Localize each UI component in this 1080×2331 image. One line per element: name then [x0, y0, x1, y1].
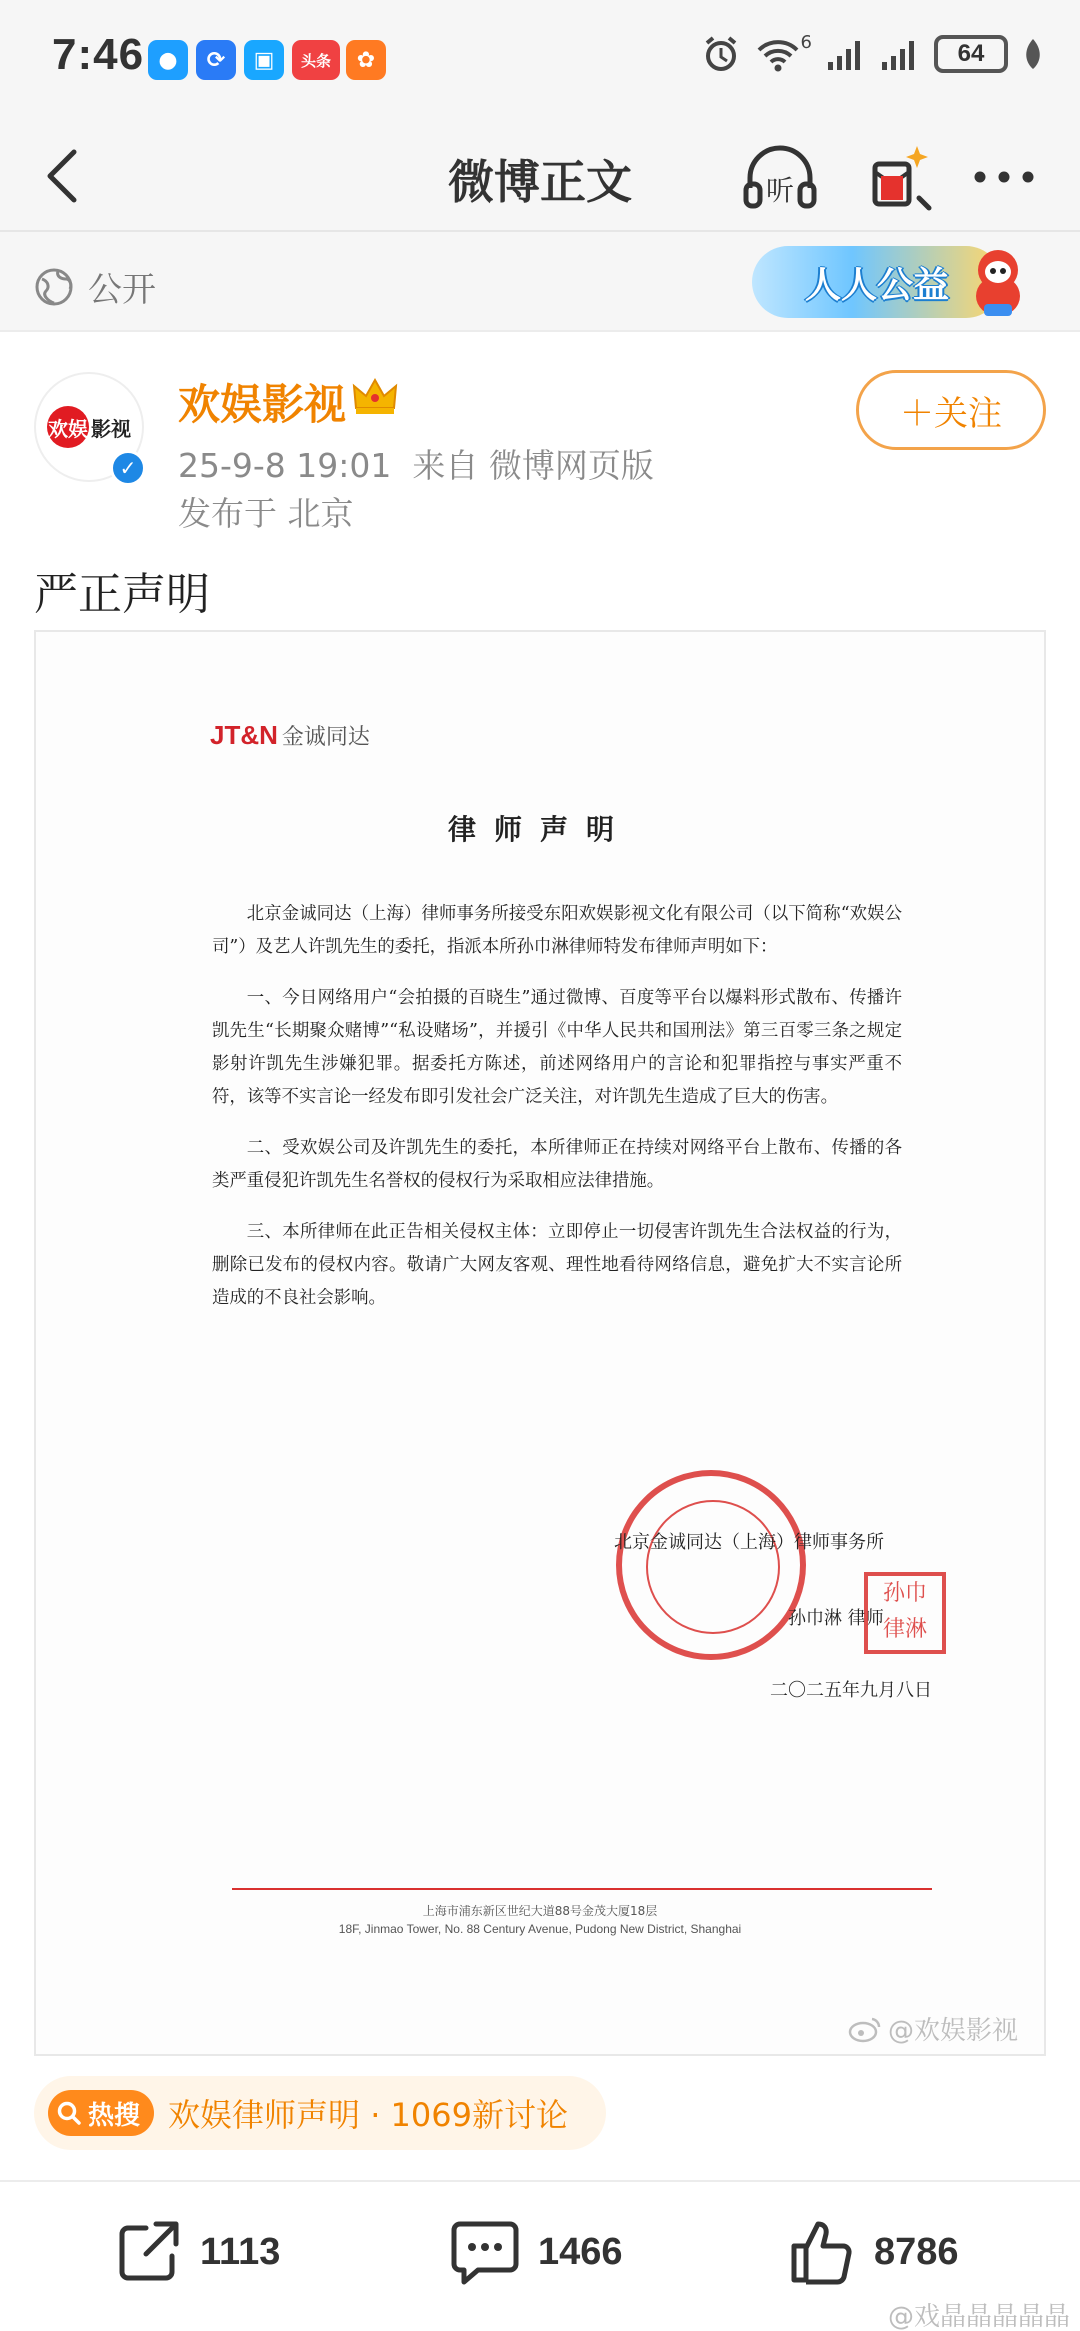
- signal-icon-2: [880, 36, 920, 72]
- globe-icon: [34, 267, 74, 307]
- status-right: [701, 31, 1044, 74]
- follow-button[interactable]: ＋关注: [856, 370, 1046, 450]
- post-text: 严正声明: [34, 569, 210, 620]
- document-title: 律师声明: [447, 813, 632, 846]
- hot-search-text: 欢娱律师声明 · 1069新讨论: [168, 2096, 568, 2134]
- avatar-logo-text: 影视: [91, 416, 131, 441]
- toutiao-app-icon: 头条: [292, 40, 340, 80]
- headphones-icon: [740, 144, 820, 210]
- share-button[interactable]: [112, 2216, 280, 2288]
- avatar-logo-red: 欢娱: [47, 406, 89, 448]
- signal-icon: [826, 36, 866, 72]
- weibo-logo-icon: [848, 2015, 882, 2043]
- post-image-document[interactable]: [34, 630, 1046, 2056]
- document-date: 二〇二五年九月八日: [770, 1680, 932, 1701]
- battery-indicator: 64: [934, 35, 1008, 73]
- like-count: 8786: [874, 2230, 959, 2273]
- network-type: 6: [800, 31, 812, 53]
- alarm-icon: [701, 34, 741, 74]
- document-footer-rule: [232, 1888, 932, 1890]
- comment-button[interactable]: [448, 2216, 623, 2288]
- firm-logo: JT&N 金诚同达: [210, 720, 370, 750]
- taobao-app-icon: ✿: [346, 40, 386, 80]
- post-meta: [178, 440, 654, 487]
- comment-icon: [448, 2216, 522, 2288]
- document-firm: 北京金诚同达（上海）律师事务所: [614, 1532, 884, 1553]
- like-button[interactable]: [786, 2216, 959, 2288]
- more-options-button[interactable]: [964, 142, 1044, 212]
- post-location: 发布于 北京: [178, 494, 354, 533]
- visibility-label: 公开: [88, 270, 156, 310]
- wallet-app-icon: ▣: [244, 40, 284, 80]
- visibility-row: [0, 232, 1080, 332]
- hot-search-badge: 热搜: [48, 2090, 154, 2136]
- author-name[interactable]: 欢娱影视: [178, 380, 347, 429]
- document-body: [212, 898, 902, 1333]
- thumbs-up-icon: [786, 2216, 858, 2288]
- hot-search-tag[interactable]: [34, 2076, 606, 2150]
- page-title: 微博正文: [448, 155, 632, 209]
- more-icon: [971, 167, 1037, 187]
- mascot-icon: [966, 240, 1030, 320]
- document-paragraph: 一、今日网络用户“会拍摄的百晓生”通过微博、百度等平台以爆料形式散布、传播许凯先生“长期聚众赌博”“私设赌场”，并援引《中华人民共和国刑法》第三百零三条之规定影射许凯先生涉嫌犯罪。据委托方陈述，前述网络用户的言论和犯罪指控与事实严重不符，该等不实言论一经发布即引发社会广泛关注，对许凯先生造成了巨大的伤害。: [212, 988, 902, 1107]
- post-timestamp: 25-9-8 19:01: [178, 446, 392, 485]
- comment-count: 1466: [538, 2230, 623, 2273]
- wifi-icon: [755, 34, 801, 74]
- red-packet-button[interactable]: [862, 142, 942, 212]
- post-source: 来自 微博网页版: [412, 446, 654, 485]
- image-watermark: @欢娱影视: [848, 2010, 1018, 2047]
- red-packet-icon: [867, 142, 937, 212]
- verified-badge-icon: ✓: [110, 450, 146, 486]
- signature-stamp: 孙巾 律淋: [864, 1572, 946, 1654]
- share-count: 1113: [200, 2230, 281, 2273]
- share-icon: [112, 2216, 184, 2288]
- document-paragraph: 北京金诚同达（上海）律师事务所接受东阳欢娱影视文化有限公司（以下简称“欢娱公司”）及艺人许凯先生的委托，指派本所孙巾淋律师特发布律师声明如下：: [212, 904, 902, 957]
- browser-app-icon: ⟳: [196, 40, 236, 80]
- document-paragraph: 二、受欢娱公司及许凯先生的委托，本所律师正在持续对网络平台上散布、传播的各类严重侵犯许凯先生名誉权的侵权行为采取相应法律措施。: [212, 1138, 902, 1191]
- header-bar: [0, 120, 1080, 232]
- listen-button[interactable]: [740, 142, 820, 212]
- message-app-icon: ●: [148, 40, 188, 80]
- charity-banner[interactable]: 人人公益: [752, 246, 1002, 318]
- firm-seal-stamp: [616, 1470, 806, 1660]
- svg-text:听: 听: [765, 174, 795, 207]
- document-address-cn: 上海市浦东新区世纪大道88号金茂大厦18层: [422, 1904, 658, 1918]
- document-lawyer: 孙巾淋 律师: [788, 1608, 884, 1629]
- document-paragraph: 三、本所律师在此正告相关侵权主体：立即停止一切侵害许凯先生合法权益的行为，删除已发布的侵权内容。敬请广大网友客观、理性地看待网络信息，避免扩大不实言论所造成的不良社会影响。: [212, 1222, 902, 1308]
- leaf-icon: [1022, 37, 1044, 71]
- status-time: 7:46: [52, 30, 145, 79]
- status-bar: [0, 0, 1080, 120]
- bottom-watermark: @戏晶晶晶晶晶: [887, 2302, 1070, 2331]
- crown-icon: [352, 376, 398, 416]
- search-icon: [56, 2100, 82, 2126]
- document-address-en: 18F, Jinmao Tower, No. 88 Century Avenue, Pudong New District, Shanghai: [338, 1922, 742, 1936]
- visibility-indicator: [34, 262, 156, 311]
